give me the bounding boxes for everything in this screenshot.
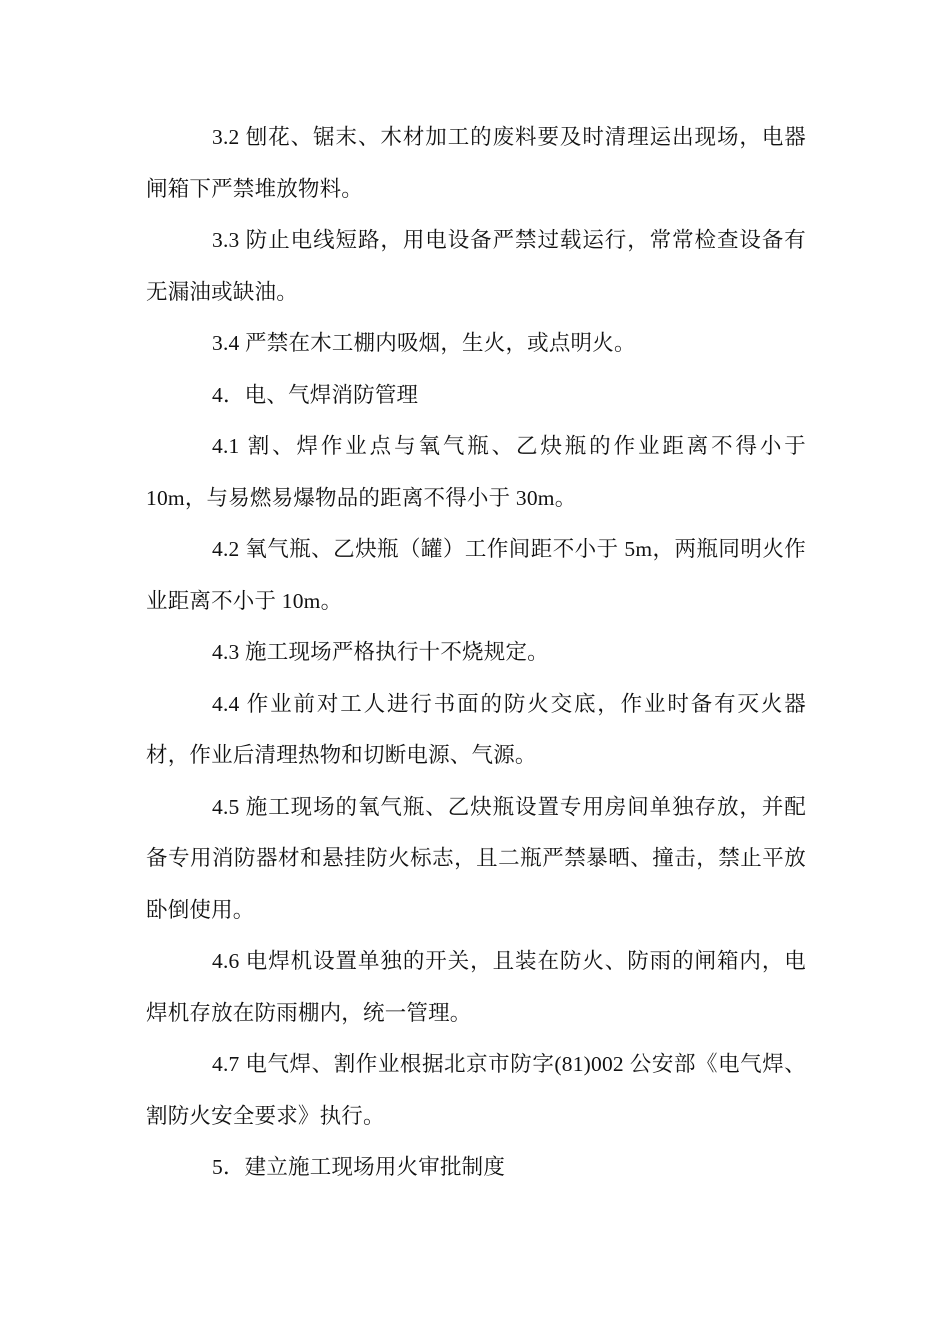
paragraph-4-1: 4.1 割、焊作业点与氧气瓶、乙炔瓶的作业距离不得小于 10m，与易燃易爆物品的距离不得小于 30m。 [146, 434, 806, 510]
paragraph-4-2: 4.2 氧气瓶、乙炔瓶（罐）工作间距不小于 5m，两瓶同明火作业距离不小于 10m。 [146, 537, 806, 613]
document-body [146, 112, 806, 1194]
paragraph-4-6: 4.6 电焊机设置单独的开关，且装在防火、防雨的闸箱内，电焊机存放在防雨棚内，统一管理。 [146, 949, 806, 1025]
section-heading-5: 5．建立施工现场用火审批制度 [212, 1155, 506, 1179]
section-heading-4: 4．电、气焊消防管理 [212, 382, 419, 407]
paragraph-4-5: 4.5 施工现场的氧气瓶、乙炔瓶设置专用房间单独存放，并配备专用消防器材和悬挂防火标志，且二瓶严禁暴晒、撞击，禁止平放卧倒使用。 [146, 794, 806, 922]
paragraph-3-3: 3.3 防止电线短路，用电设备严禁过载运行，常常检查设备有无漏油或缺油。 [146, 228, 806, 304]
paragraph-4-4: 4.4 作业前对工人进行书面的防火交底，作业时备有灭火器材，作业后清理热物和切断电源、气源。 [146, 691, 806, 767]
paragraph-4-7: 4.7 电气焊、割作业根据北京市防字(81)002 公安部《电气焊、割防火安全要求》执行。 [146, 1052, 806, 1128]
paragraph-4-3: 4.3 施工现场严格执行十不烧规定。 [212, 640, 549, 664]
paragraph-3-2: 3.2 刨花、锯末、木材加工的废料要及时清理运出现场，电器闸箱下严禁堆放物料。 [146, 125, 806, 201]
paragraph-3-4: 3.4 严禁在木工棚内吸烟，生火，或点明火。 [212, 331, 636, 355]
